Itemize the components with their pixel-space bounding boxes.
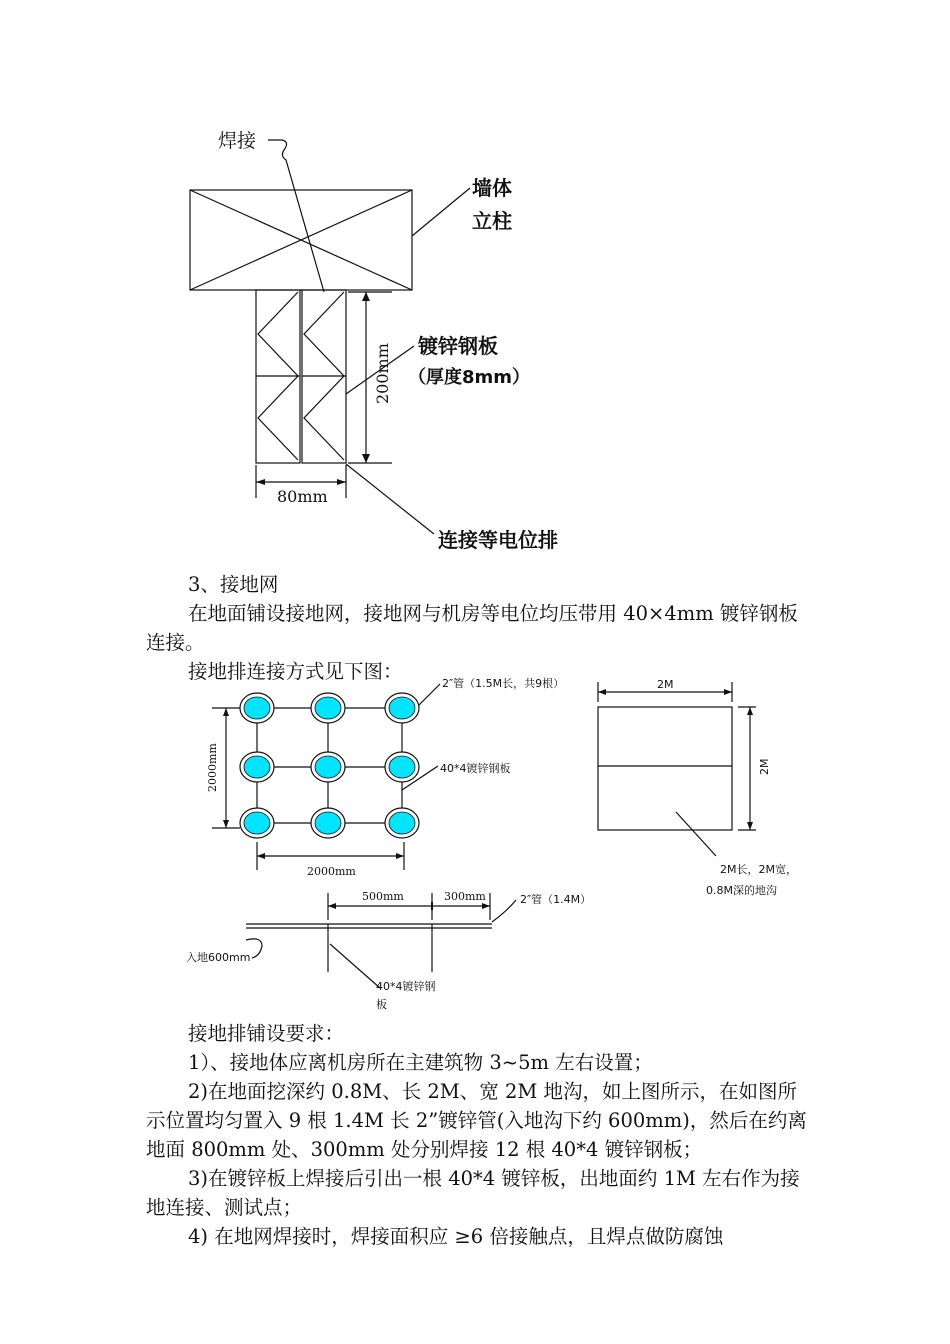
pipe-r2c3 <box>389 756 415 778</box>
pipe-r2c1 <box>244 756 270 778</box>
width-dimension: 80mm <box>277 487 328 506</box>
height-dimension: 200mm <box>373 343 392 404</box>
depth-label: 入地600mm <box>186 951 251 964</box>
pipe-r2c2 <box>315 756 341 778</box>
side-dimension-2: 300mm <box>444 890 486 903</box>
weld-label: 焊接 <box>218 130 257 152</box>
requirement-item-1: 1）、接地体应离机房所在主建筑物 3~5m 左右设置； <box>188 1051 653 1074</box>
bar-label: 连接等电位排 <box>438 528 558 552</box>
pipe-r1c1 <box>244 697 270 719</box>
section-paragraph-2: 接地排连接方式见下图： <box>188 660 403 683</box>
pipe-r3c2 <box>315 812 341 834</box>
grid-height-dimension: 2000mm <box>206 743 219 792</box>
side-dimension-1: 500mm <box>362 890 404 903</box>
trench-height-dimension: 2M <box>758 758 771 775</box>
pipe-label: 2″管（1.5M长，共9根） <box>442 677 565 690</box>
trench-width-dimension: 2M <box>657 678 674 691</box>
requirement-item-4: 4) 在地网焊接时，焊接面积应 ≥6 倍接触点，且焊点做防腐蚀 <box>188 1225 724 1248</box>
requirements-heading: 接地排铺设要求： <box>188 1022 345 1045</box>
pipe-r1c3 <box>389 697 415 719</box>
pipe-r3c3 <box>389 812 415 834</box>
wall-label-2: 立柱 <box>472 209 512 233</box>
requirement-item-2: 2)在地面挖深约 0.8M、长 2M、宽 2M 地沟，如上图所示，在如图所示位置均匀置入 9 根 1.4M 长 2”镀锌管(入地沟下约 600mm)，然后在约离地面 800mm 处、300mm 处分别焊接 12 根 40*4 镀锌钢板； <box>146 1080 807 1161</box>
section-heading: 3、接地网 <box>188 573 279 596</box>
strip-label: 40*4镀锌钢板 <box>440 762 511 775</box>
trench-plan <box>598 707 732 830</box>
plate-label: 镀锌钢板 <box>418 334 498 358</box>
section-paragraph-1: 在地面铺设接地网，接地网与机房等电位均压带用 40×4mm 镀锌钢板连接。 <box>146 602 798 654</box>
side-pipe-label: 2″管（1.4M） <box>520 893 592 906</box>
wall-label-1: 墙体 <box>472 176 512 200</box>
pipe-r1c2 <box>315 697 341 719</box>
trench-note-line-2: 0.8M深的地沟 <box>706 884 777 897</box>
pipe-grid <box>240 693 419 838</box>
thickness-label: （厚度8mm） <box>408 367 531 388</box>
side-strip-label-1: 40*4镀锌钢 <box>376 980 436 993</box>
pipe-r3c1 <box>244 812 270 834</box>
side-strip-label-2: 板 <box>376 998 387 1011</box>
grid-width-dimension: 2000mm <box>307 865 356 878</box>
trench-note-line-1: 2M长，2M宽， <box>720 863 797 876</box>
requirement-item-3: 3)在镀锌板上焊接后引出一根 40*4 镀锌板，出地面约 1M 左右作为接地连接、测试点； <box>146 1167 800 1219</box>
